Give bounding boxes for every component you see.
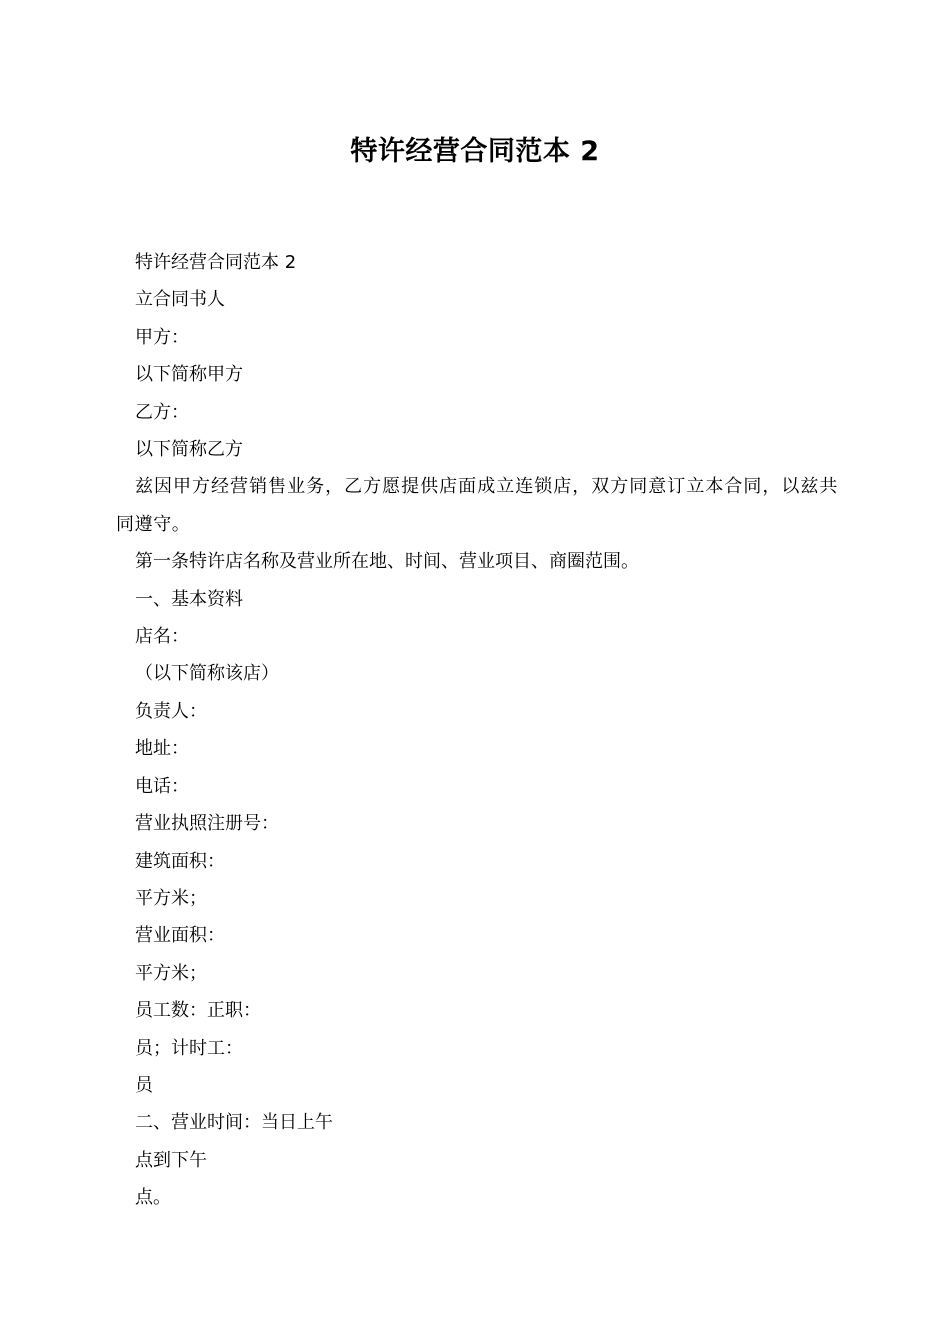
paragraph-person-in-charge: 负责人： [135,700,207,722]
paragraph-party-a-alias: 以下简称甲方 [135,364,243,386]
paragraph-building-area: 建筑面积： [135,850,225,872]
paragraph-party-b-label: 乙方： [135,401,189,423]
paragraph-store-alias: （以下简称该店） [135,663,279,685]
paragraph-party-b-alias: 以下简称乙方 [135,439,243,461]
paragraph-phone: 电话： [135,775,189,797]
paragraph-preamble: 兹因甲方经营销售业务，乙方愿提供店面成立连锁店，双方同意订立本合同，以兹共同遵守。 [116,476,838,535]
paragraph-repeat-title: 特许经营合同范本 2 [135,252,297,273]
paragraph-hours-end: 点。 [135,1187,171,1209]
paragraph-staff-fulltime: 员工数：正职： [135,1000,261,1022]
paragraph-license-number: 营业执照注册号： [135,813,279,835]
paragraph-business-area-unit: 平方米； [135,962,207,984]
paragraph-party-a-label: 甲方： [135,326,189,348]
paragraph-address: 地址： [135,738,189,760]
paragraph-article-1-heading: 第一条特许店名称及营业所在地、时间、营业项目、商圈范围。 [135,551,639,573]
paragraph-staff-hourly: 员；计时工： [135,1037,243,1059]
paragraph-building-area-unit: 平方米； [135,887,207,909]
paragraph-store-name: 店名： [135,626,189,648]
document-title: 特许经营合同范本 2 [350,136,600,167]
paragraph-staff-unit: 员 [135,1074,153,1096]
paragraph-business-hours: 二、营业时间：当日上午 [135,1112,333,1134]
paragraph-section-basic-info: 一、基本资料 [135,588,243,610]
paragraph-business-area: 营业面积： [135,925,225,947]
document-body [116,244,838,1217]
paragraph-hours-until: 点到下午 [135,1149,207,1171]
paragraph-contract-parties: 立合同书人 [135,289,225,311]
